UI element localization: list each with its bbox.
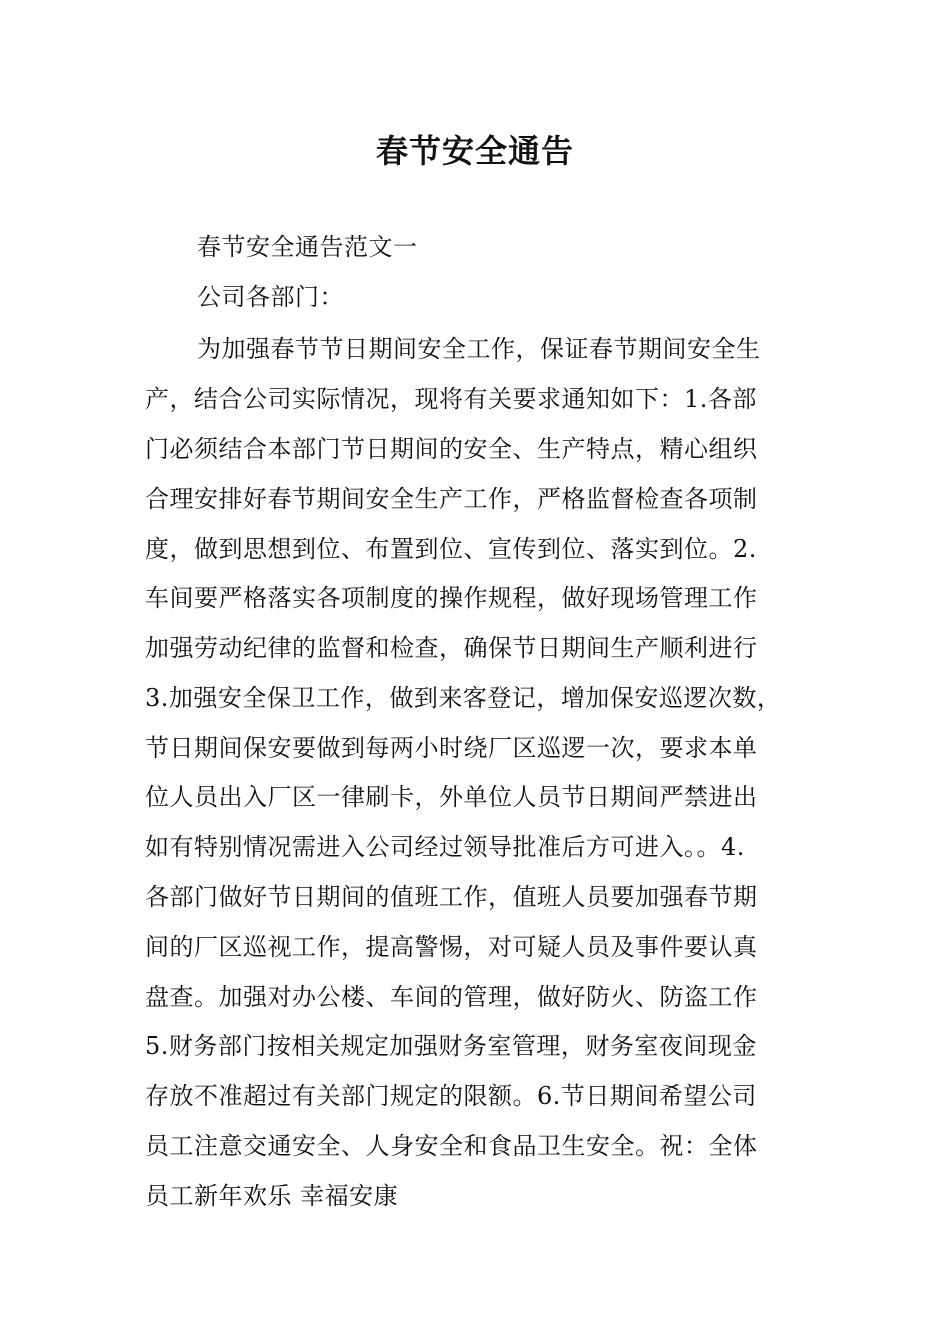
- body-line: 位人员出入厂区一律刷卡，外单位人员节日期间严禁进出: [145, 783, 758, 811]
- document-subtitle: 春节安全通告范文一: [197, 233, 418, 261]
- body-line: 车间要严格落实各项制度的操作规程，做好现场管理工作: [145, 584, 758, 612]
- document-salutation: 公司各部门：: [197, 283, 344, 311]
- body-line: 合理安排好春节期间安全生产工作，严格监督检查各项制: [145, 485, 758, 513]
- body-line: 各部门做好节日期间的值班工作，值班人员要加强春节期: [145, 883, 758, 911]
- body-line: 产，结合公司实际情况，现将有关要求通知如下：1.各部: [145, 385, 757, 413]
- body-line: 员工新年欢乐 幸福安康: [145, 1182, 399, 1210]
- body-line: 盘查。加强对办公楼、车间的管理，做好防火、防盗工作: [145, 983, 758, 1011]
- body-line: 3.加强安全保卫工作，做到来客登记，增加保安巡逻次数，: [145, 684, 782, 712]
- document-title: 春节安全通告: [375, 132, 574, 170]
- body-line: 间的厂区巡视工作，提高警惕，对可疑人员及事件要认真: [145, 933, 758, 961]
- body-line: 度，做到思想到位、布置到位、宣传到位、落实到位。2.: [145, 535, 757, 563]
- body-line: 加强劳动纪律的监督和检查，确保节日期间生产顺利进行: [145, 634, 758, 662]
- body-line: 如有特别情况需进入公司经过领导批准后方可进入。。4.: [145, 833, 745, 861]
- body-line: 5.财务部门按相关规定加强财务室管理，财务室夜间现金: [145, 1032, 757, 1060]
- body-line: 员工注意交通安全、人身安全和食品卫生安全。祝：全体: [145, 1132, 758, 1160]
- body-line: 节日期间保安要做到每两小时绕厂区巡逻一次，要求本单: [145, 734, 758, 762]
- body-line: 门必须结合本部门节日期间的安全、生产特点，精心组织: [145, 435, 758, 463]
- body-line: 存放不准超过有关部门规定的限额。6.节日期间希望公司: [145, 1082, 757, 1110]
- body-line: 为加强春节节日期间安全工作，保证春节期间安全生: [197, 335, 761, 363]
